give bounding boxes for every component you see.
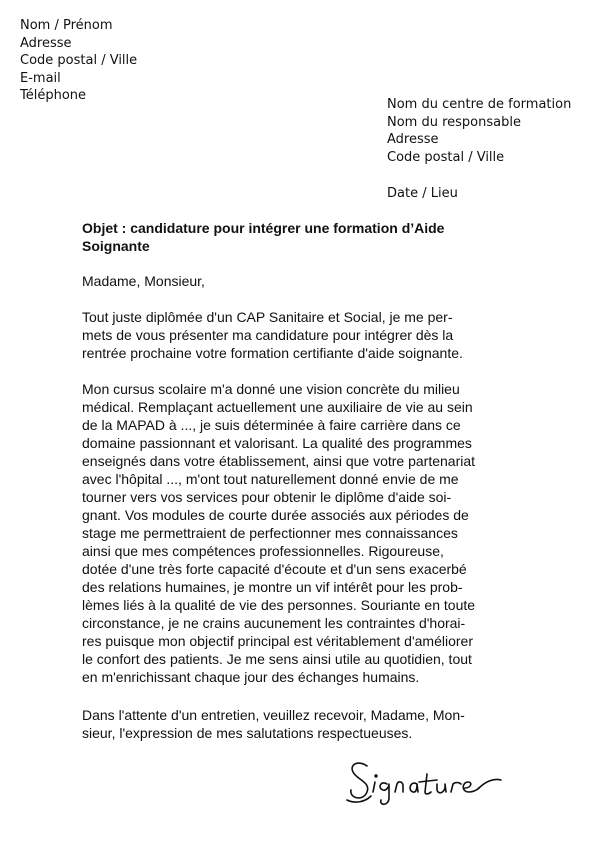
paragraph-line: enseignés dans votre établissement, ainsi que votre partenariat [82,453,476,469]
recipient-block [387,96,571,166]
paragraph-line: res puisque mon objectif principal est véritablement d'améliorer [82,633,473,649]
letter-subject [82,219,502,255]
paragraph-line: tourner vers vos services pour obtenir le diplôme d'aide soi- [82,489,452,505]
sender-name: Nom / Prénom [20,18,113,33]
paragraph-line: circonstance, je ne crains aucunement les contraintes d'horai- [82,615,466,631]
paragraph-line: Tout juste diplômée d'un CAP Sanitaire et Social, je me per- [82,309,453,325]
sender-email: E-mail [20,70,61,86]
paragraph-line: en m'enrichissant chaque jour des échanges humains. [82,669,420,685]
recipient-manager: Nom du responsable [387,114,521,130]
sender-phone: Téléphone [20,88,87,103]
date-place: Date / Lieu [387,186,458,201]
paragraph-line: gnant. Vos modules de courte durée associés aux périodes de [82,507,469,523]
paragraph-line: médical. Remplaçant actuellement une auxiliaire de vie au sein [82,399,473,415]
paragraph-line: ainsi que mes compétences professionnelles. Rigoureuse, [82,543,444,559]
sender-postal-city: Code postal / Ville [20,53,138,68]
subject-line: Soignante [82,238,150,254]
paragraph-line: domaine passionnant et valorisant. La qualité des programmes [82,435,472,451]
paragraph-intro [82,308,502,362]
paragraph-line: le confort des patients. Je me sens ainsi utile au quotidien, tout [82,651,472,667]
recipient-address: Adresse [387,132,439,147]
paragraph-line: des relations humaines, je montre un vif intérêt pour les prob- [82,579,463,595]
subject-line: Objet : candidature pour intégrer une formation d’Aide [82,220,445,236]
paragraph-line: dotée d'une très forte capacité d'écoute et d'un sens exacerbé [82,561,467,577]
sender-block [20,17,137,105]
paragraph-motivation [82,380,502,686]
recipient-postal-city: Code postal / Ville [387,149,505,165]
paragraph-line: rentrée prochaine votre formation certifiante d'aide soignante. [82,345,463,361]
paragraph-closing [82,706,502,742]
recipient-center-name: Nom du centre de formation [387,97,572,112]
paragraph-line: sieur, l'expression de mes salutations respectueuses. [82,725,413,741]
letter-greeting: Madame, Monsieur, [82,273,205,289]
signature [345,752,505,812]
paragraph-line: mets de vous présenter ma candidature pour intégrer dès la [82,327,454,343]
paragraph-line: lèmes liés à la qualité de vie des personnes. Souriante en toute [82,597,476,613]
paragraph-line: Dans l'attente d'un entretien, veuillez recevoir, Madame, Mon- [82,707,465,723]
paragraph-line: de la MAPAD à ..., je suis déterminée à faire carrière dans ce [82,417,461,433]
paragraph-line: Mon cursus scolaire m'a donné une vision concrète du milieu [82,381,460,397]
paragraph-line: stage me permettraient de perfectionner mes connaissances [82,525,458,541]
paragraph-line: avec l'hôpital ..., m'ont tout naturellement donné envie de me [82,471,459,487]
sender-address: Adresse [20,35,72,51]
